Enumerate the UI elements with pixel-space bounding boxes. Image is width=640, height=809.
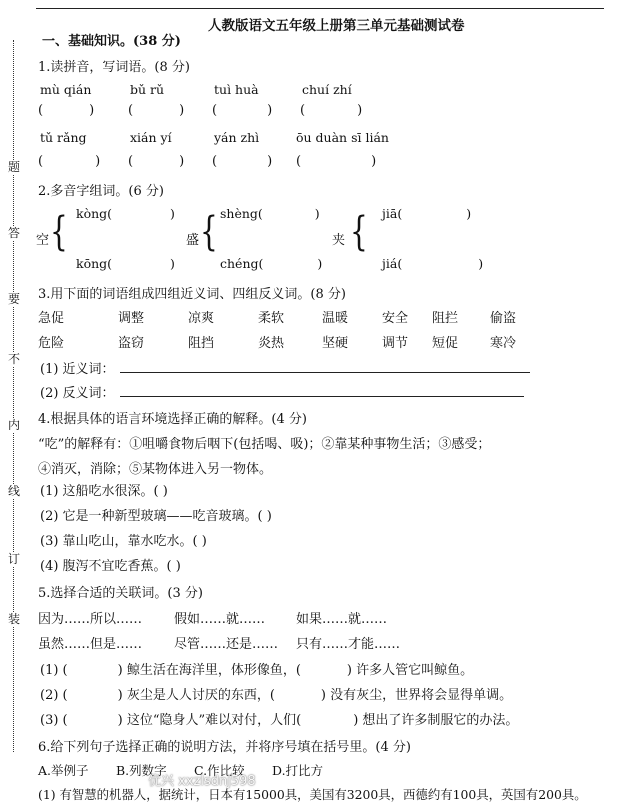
conjunction-option: 只有……才能…… <box>296 637 401 652</box>
polyphone-reading[interactable]: kòng( ) <box>76 206 175 221</box>
pinyin: yán zhì <box>214 130 260 145</box>
answer-blank[interactable]: ( ) <box>296 154 377 169</box>
word: 温暖 <box>322 311 349 326</box>
word: 急促 <box>38 311 65 326</box>
word: 凉爽 <box>188 311 215 326</box>
pinyin: bǔ rǔ <box>130 82 165 97</box>
page-title: 人教版语文五年级上册第三单元基础测试卷 <box>208 18 465 34</box>
question-6-heading: 6.给下列句子选择正确的说明方法，并将序号填在括号里。(4 分) <box>38 740 411 755</box>
word: 炎热 <box>258 336 285 351</box>
method-option: B.列数字 <box>116 763 167 778</box>
pinyin: chuí zhí <box>302 82 352 97</box>
word: 安全 <box>382 311 409 326</box>
answer-blank[interactable]: ( ) <box>300 103 363 118</box>
word: 盗窃 <box>118 336 145 351</box>
fill-sentence[interactable]: (1) ( ) 鲸生活在海洋里，体形像鱼，( ) 许多人管它叫鲸鱼。 <box>40 663 474 678</box>
polyphone-reading[interactable]: kōng( ) <box>76 256 175 271</box>
word: 调节 <box>382 336 409 351</box>
binding-char: 不 <box>8 352 21 366</box>
method-option: C.作比较 <box>194 763 245 778</box>
question-3-heading: 3.用下面的词语组成四组近义词、四组反义词。(8 分) <box>38 287 346 302</box>
polyphone-reading[interactable]: jiá( ) <box>382 256 484 271</box>
antonym-label: (2) 反义词： <box>40 386 115 401</box>
conjunction-option: 虽然……但是…… <box>38 637 143 652</box>
binding-char: 装 <box>8 612 21 626</box>
binding-char: 内 <box>8 418 21 432</box>
word: 坚硬 <box>322 336 349 351</box>
polyphone-reading[interactable]: shèng( ) <box>220 206 320 221</box>
answer-blank[interactable]: ( ) <box>128 103 185 118</box>
method-option: D.打比方 <box>272 763 324 778</box>
answer-blank[interactable]: ( ) <box>212 103 273 118</box>
pinyin: mù qián <box>40 82 92 97</box>
brace-icon: { <box>50 209 68 255</box>
word: 阻拦 <box>432 311 459 326</box>
fill-sentence[interactable]: (3) ( ) 这位“隐身人”难以对付，人们( ) 想出了许多制服它的办法。 <box>40 713 519 728</box>
polyphone-char: 盛 <box>186 233 200 248</box>
word: 调整 <box>118 311 145 326</box>
watermark: 优兴 xxzlsdnj598 <box>148 774 256 789</box>
definition-line: ④消灭，消除；⑤某物体进入另一物体。 <box>38 462 273 477</box>
binding-char: 订 <box>8 552 21 566</box>
question-item[interactable]: (2) 它是一种新型玻璃——吃音玻璃。( ) <box>40 509 272 524</box>
sentence: (1) 有智慧的机器人，据统计，日本有15000具，美国有3200具，西德约有100具，英国有200具。 <box>38 787 587 802</box>
conjunction-option: 假如……就…… <box>174 612 266 627</box>
polyphone-char: 夹 <box>332 233 346 248</box>
pinyin: ōu duàn sī lián <box>296 130 389 145</box>
answer-blank[interactable]: ( ) <box>38 103 95 118</box>
polyphone-reading[interactable]: jiā( ) <box>382 206 472 221</box>
question-4-heading: 4.根据具体的语言环境选择正确的解释。(4 分) <box>38 412 307 427</box>
word: 阻挡 <box>188 336 215 351</box>
method-option: A.举例子 <box>38 763 89 778</box>
question-item[interactable]: (3) 靠山吃山，靠水吃水。( ) <box>40 534 207 549</box>
answer-blank[interactable]: ( ) <box>38 154 101 169</box>
pinyin: xián yí <box>130 130 172 145</box>
fill-sentence[interactable]: (2) ( ) 灰尘是人人讨厌的东西，( ) 没有灰尘，世界将会显得单调。 <box>40 688 513 703</box>
word: 短促 <box>432 336 459 351</box>
question-5-heading: 5.选择合适的关联词。(3 分) <box>38 586 203 601</box>
top-rule <box>36 8 604 9</box>
antonym-answer-line[interactable] <box>120 396 524 397</box>
word: 危险 <box>38 336 65 351</box>
polyphone-char: 空 <box>36 233 50 248</box>
pinyin: tǔ rǎng <box>40 130 87 145</box>
question-item[interactable]: (1) 这船吃水很深。( ) <box>40 484 168 499</box>
synonym-label: (1) 近义词： <box>40 362 115 377</box>
word: 寒冷 <box>490 336 517 351</box>
question-item[interactable]: (4) 腹泻不宜吃香蕉。( ) <box>40 559 181 574</box>
brace-icon: { <box>350 209 368 255</box>
conjunction-option: 尽管……还是…… <box>174 637 279 652</box>
synonym-answer-line[interactable] <box>120 372 530 373</box>
definition-line: “吃”的解释有：①咀嚼食物后咽下(包括喝、吸)；②靠某种事物生活；③感受； <box>38 437 491 452</box>
binding-char: 答 <box>8 226 21 240</box>
pinyin: tuì huà <box>214 82 259 97</box>
question-1-heading: 1.读拼音，写词语。(8 分) <box>38 60 190 75</box>
section-heading: 一、基础知识。(38 分) <box>42 34 181 49</box>
answer-blank[interactable]: ( ) <box>128 154 185 169</box>
binding-char: 要 <box>8 292 21 306</box>
conjunction-option: 因为……所以…… <box>38 612 143 627</box>
polyphone-reading[interactable]: chéng( ) <box>220 256 323 271</box>
brace-icon: { <box>200 209 218 255</box>
question-2-heading: 2.多音字组词。(6 分) <box>38 184 164 199</box>
binding-dotted-line <box>13 40 14 752</box>
binding-char: 线 <box>8 484 21 498</box>
word: 柔软 <box>258 311 285 326</box>
conjunction-option: 如果……就…… <box>296 612 388 627</box>
binding-char: 题 <box>8 160 21 174</box>
word: 偷盗 <box>490 311 517 326</box>
answer-blank[interactable]: ( ) <box>212 154 273 169</box>
